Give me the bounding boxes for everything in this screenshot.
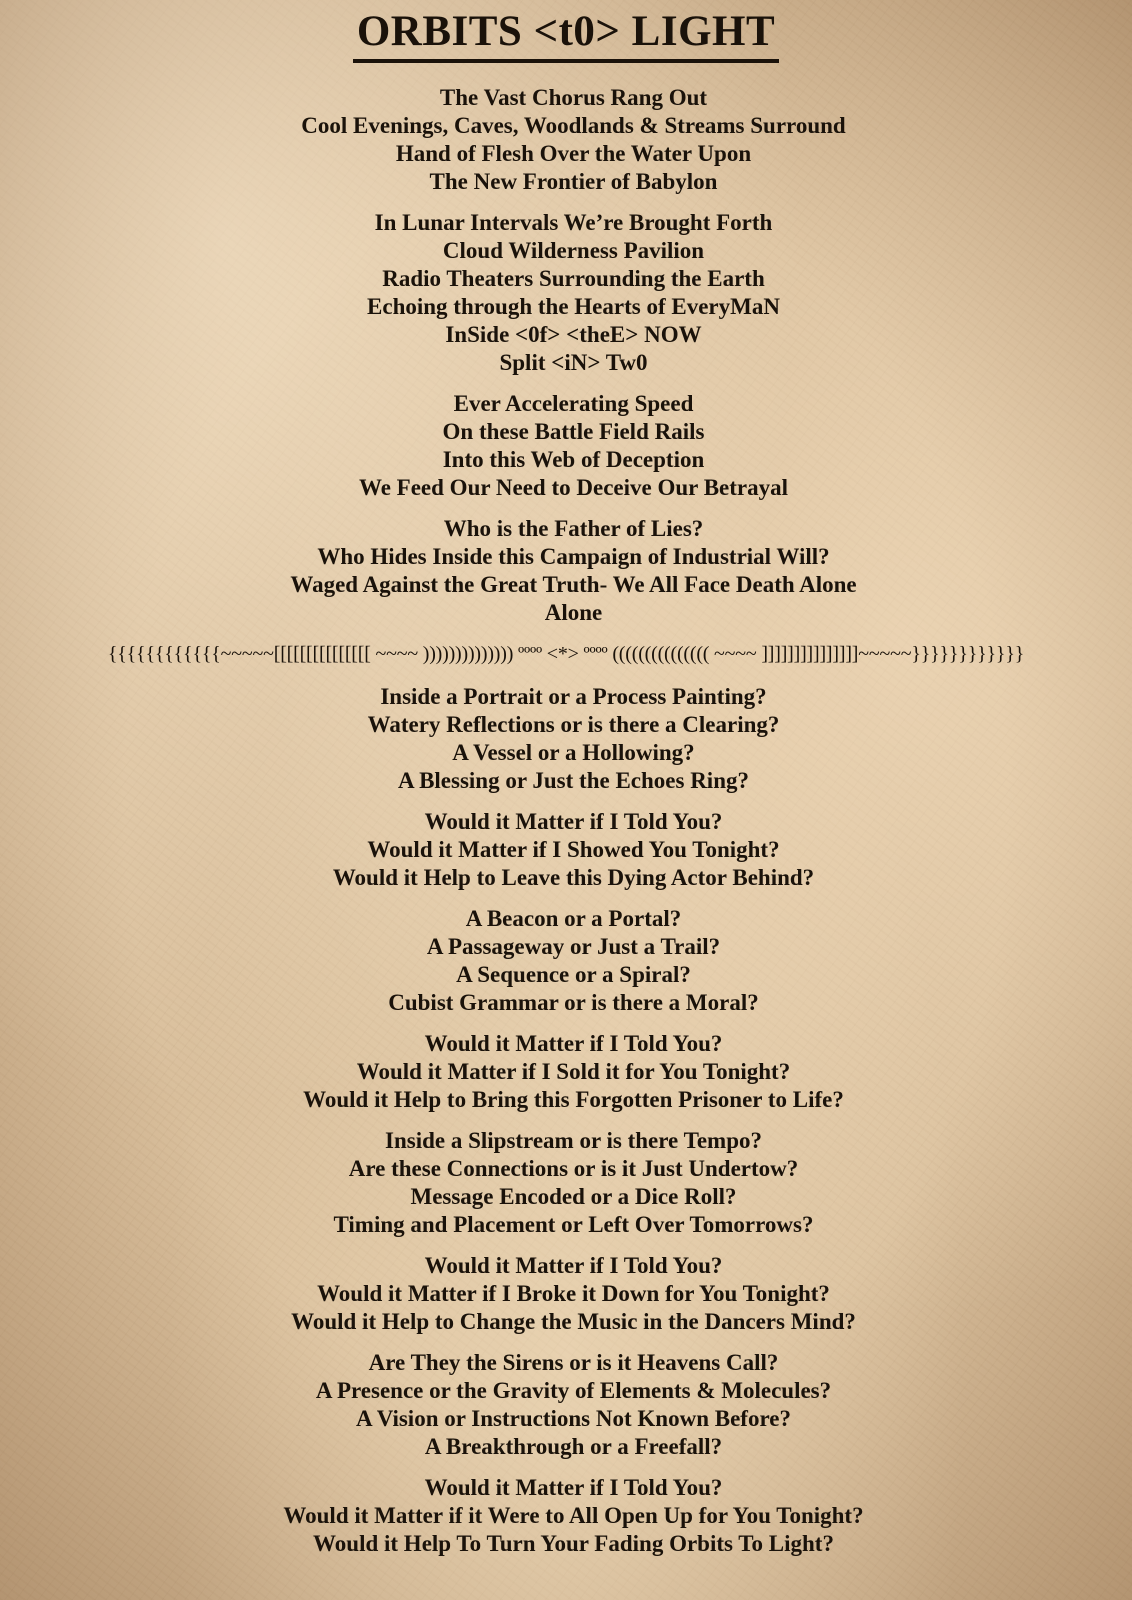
poem-title: ORBITS <t0> LIGHT (353, 6, 779, 63)
poem-line: Would it Matter if it Were to All Open Up for You Tonight? (283, 1503, 864, 1528)
poem-line: Would it Help to Leave this Dying Actor Behind? (332, 865, 815, 890)
poem-line: Would it Matter if I Told You? (424, 1253, 723, 1278)
poem-line: A Sequence or a Spiral? (456, 962, 691, 987)
poem-line: A Vision or Instructions Not Known Before? (356, 1406, 791, 1431)
poem-line: InSide <0f> <theE> NOW (445, 322, 702, 347)
poem-line: The New Frontier of Babylon (429, 169, 718, 194)
stanza (0, 209, 1132, 377)
poem-line: A Passageway or Just a Trail? (426, 934, 721, 959)
poem-line: Timing and Placement or Left Over Tomorrows? (333, 1212, 814, 1237)
stanza (0, 1474, 1132, 1558)
poem-line: Who Hides Inside this Campaign of Industrial Will? (317, 544, 830, 569)
stanzas-before-divider (0, 84, 1132, 627)
poem-line: Ever Accelerating Speed (453, 391, 694, 416)
poem-line: Would it Matter if I Told You? (424, 1031, 723, 1056)
stanza (0, 84, 1132, 196)
poem-line: Alone (544, 600, 603, 625)
stanza (0, 808, 1132, 892)
poem-line: Hand of Flesh Over the Water Upon (395, 141, 752, 166)
poem-line: In Lunar Intervals We’re Brought Forth (374, 210, 773, 235)
poem-line: A Vessel or a Hollowing? (452, 740, 695, 765)
poem-line: On these Battle Field Rails (442, 419, 705, 444)
ornamental-divider: {{{{{{{{{{{{~~~~~[[[[[[[[[[[[[[[ ~~~~ )))))))))))))) ºººº <*> ºººº ((((((((((((((( ~~~~ ]]]]]]]]]]]]]]]~~~~~}}}}}}}}}}}} (107, 643, 1025, 665)
poem-line: Echoing through the Hearts of EveryMaN (367, 294, 780, 319)
poem-line: Are They the Sirens or is it Heavens Call? (368, 1350, 779, 1375)
poem-body (0, 84, 1132, 1571)
stanza (0, 905, 1132, 1017)
stanza (0, 515, 1132, 627)
stanza (0, 683, 1132, 795)
poem-line: We Feed Our Need to Deceive Our Betrayal (358, 475, 788, 500)
poem-line: Message Encoded or a Dice Roll? (410, 1184, 737, 1209)
stanza (0, 1349, 1132, 1461)
poem-line: Into this Web of Deception (442, 447, 705, 472)
poem-line: Are these Connections or is it Just Undertow? (348, 1156, 799, 1181)
stanza (0, 1030, 1132, 1114)
poem-line: Would it Help to Change the Music in the Dancers Mind? (291, 1309, 856, 1334)
poem-line: Would it Help To Turn Your Fading Orbits To Light? (313, 1531, 834, 1556)
poem-line: Inside a Portrait or a Process Painting? (380, 684, 767, 709)
stanzas-after-divider (0, 683, 1132, 1558)
poem-line: Watery Reflections or is there a Clearing? (367, 712, 780, 737)
poem-line: Inside a Slipstream or is there Tempo? (385, 1128, 762, 1153)
poem-line: A Blessing or Just the Echoes Ring? (397, 768, 749, 793)
poem-line: Would it Matter if I Showed You Tonight? (367, 837, 780, 862)
poem-line: Who is the Father of Lies? (443, 516, 704, 541)
poem-line: Cubist Grammar or is there a Moral? (388, 990, 759, 1015)
stanza (0, 1127, 1132, 1239)
poem-line: Waged Against the Great Truth- We All Face Death Alone (290, 572, 857, 597)
poem-line: Would it Matter if I Broke it Down for You Tonight? (317, 1281, 830, 1306)
poem-line: A Beacon or a Portal? (465, 906, 682, 931)
poem-line: A Breakthrough or a Freefall? (424, 1434, 723, 1459)
poem-line: The Vast Chorus Rang Out (439, 85, 708, 110)
poem-line: Radio Theaters Surrounding the Earth (382, 266, 765, 291)
poem-line: Cloud Wilderness Pavilion (442, 238, 705, 263)
stanza (0, 1252, 1132, 1336)
poem-line: Split <iN> Tw0 (499, 350, 648, 375)
poem-line: Would it Help to Bring this Forgotten Prisoner to Life? (303, 1087, 844, 1112)
poem-line: Would it Matter if I Told You? (424, 809, 723, 834)
poem-title-block (0, 6, 1132, 63)
stanza (0, 390, 1132, 502)
poem-line: Would it Matter if I Told You? (424, 1475, 723, 1500)
poem-line: A Presence or the Gravity of Elements & Molecules? (315, 1378, 832, 1403)
poem-line: Would it Matter if I Sold it for You Tonight? (356, 1059, 791, 1084)
poem-line: Cool Evenings, Caves, Woodlands & Streams Surround (301, 113, 846, 138)
